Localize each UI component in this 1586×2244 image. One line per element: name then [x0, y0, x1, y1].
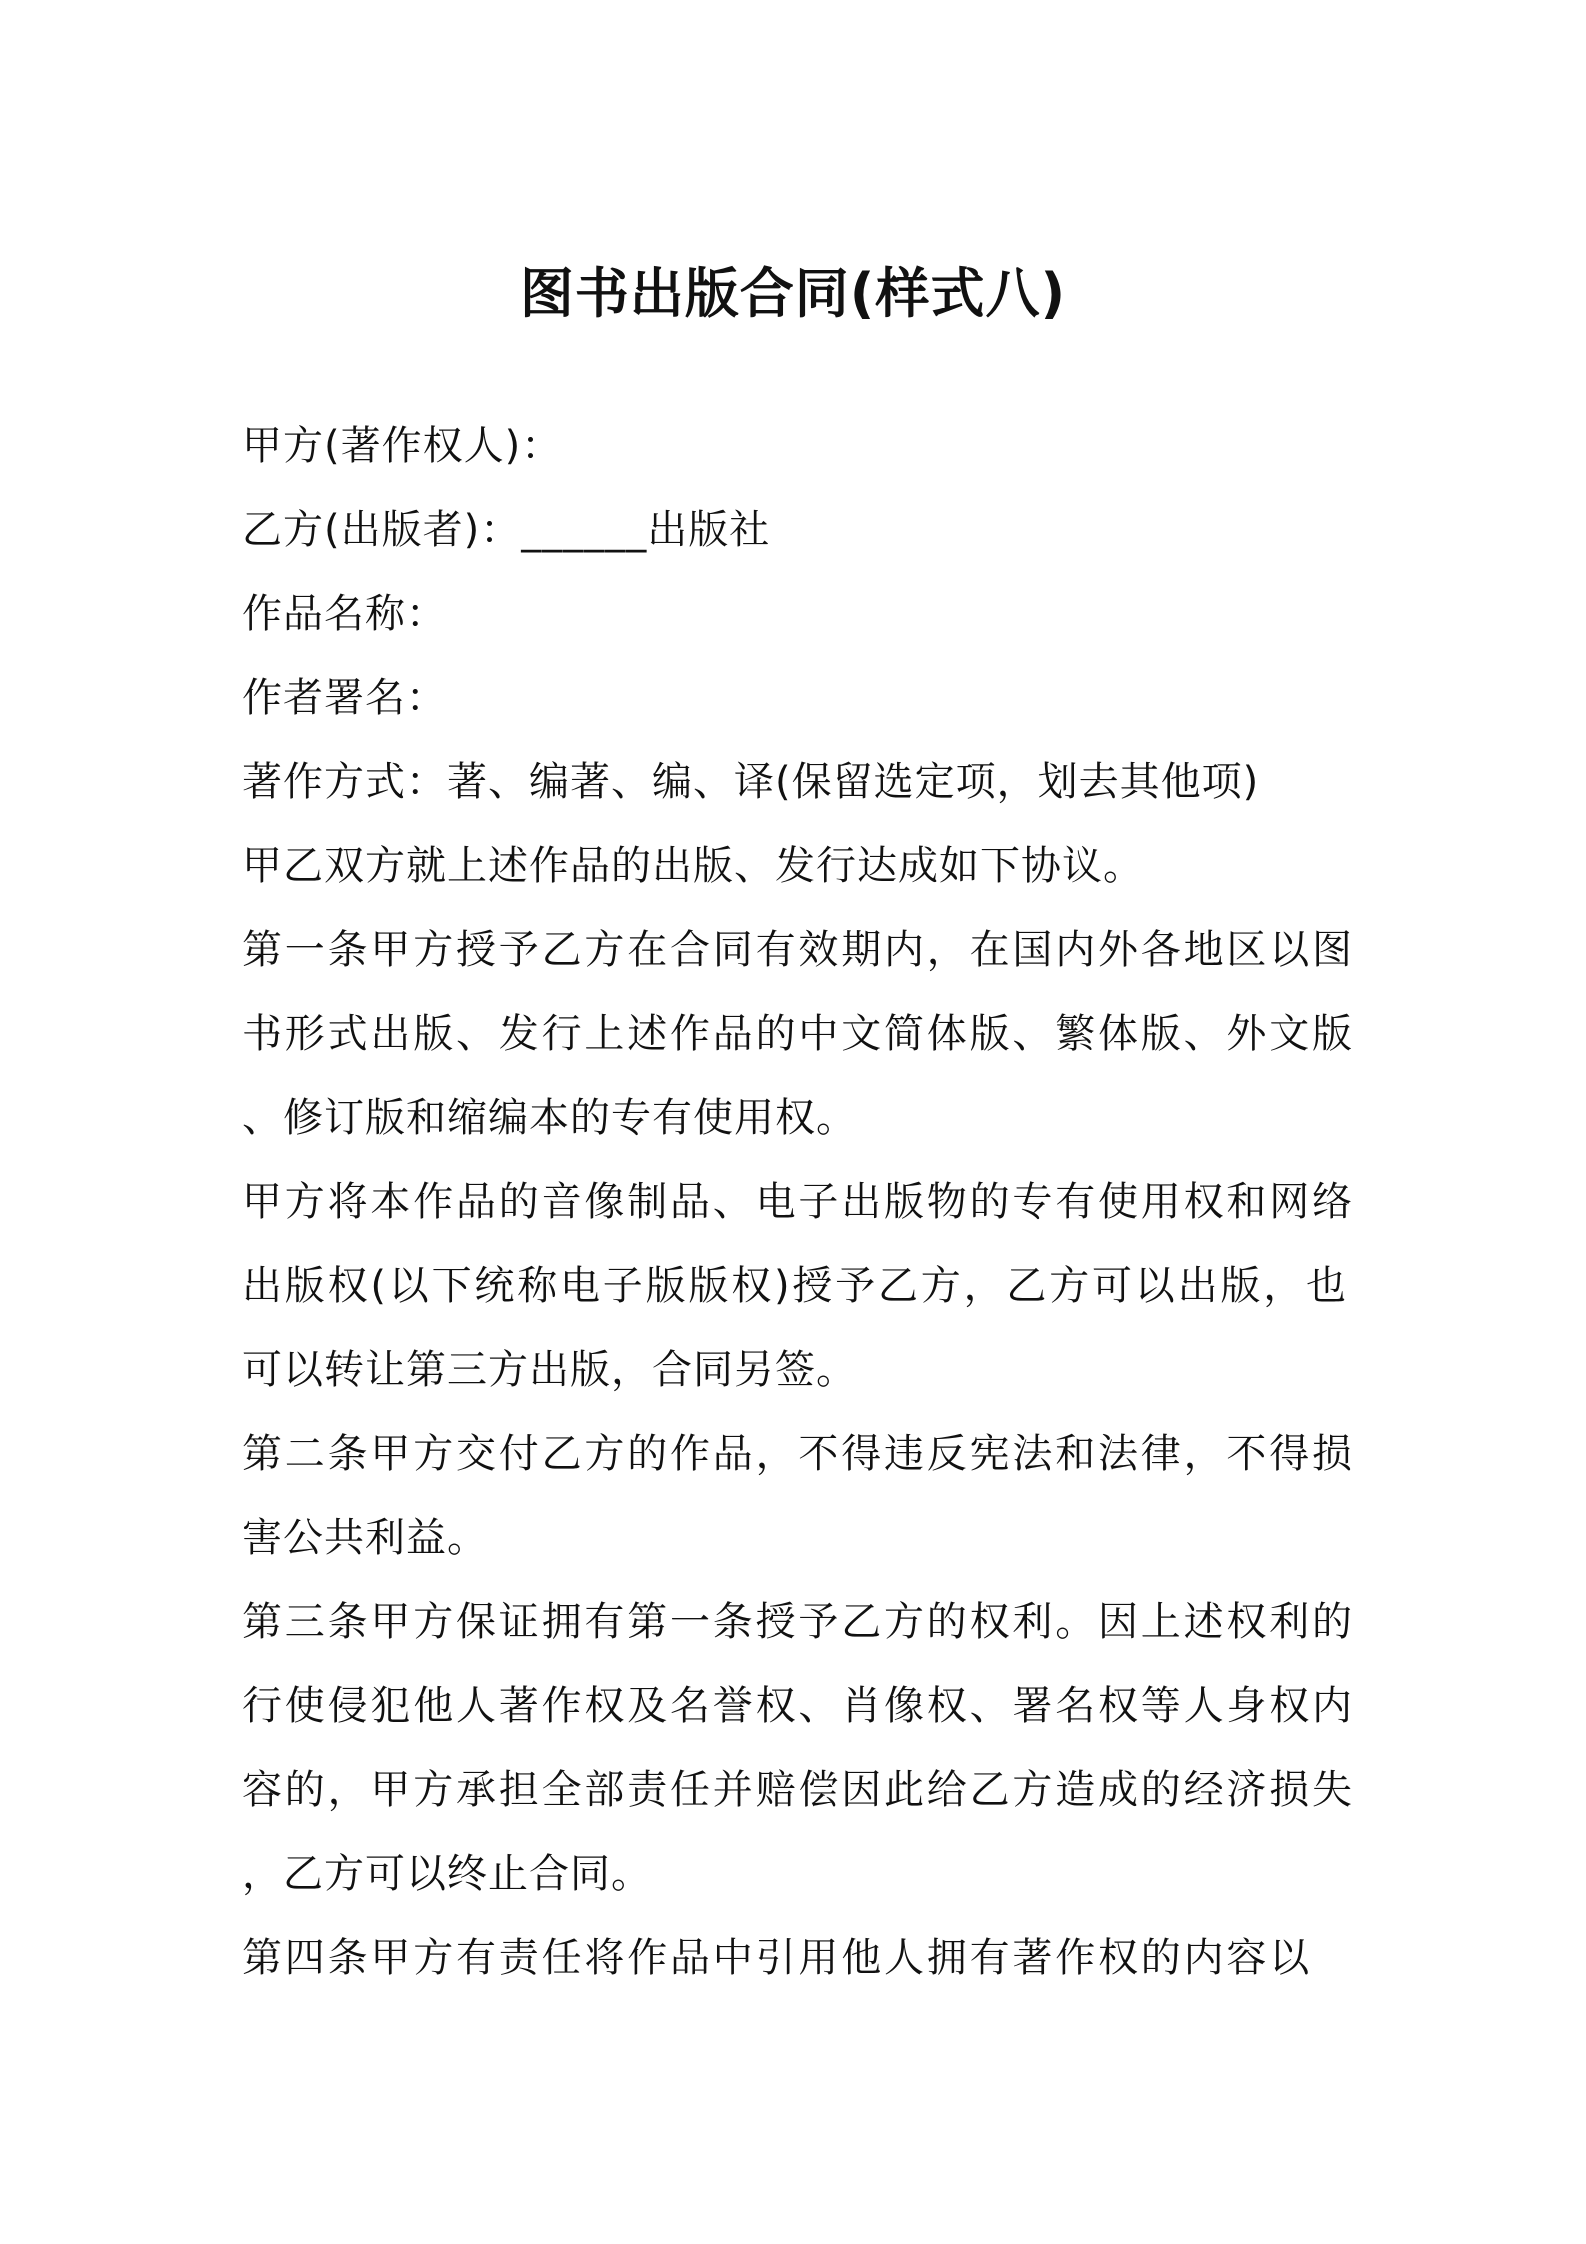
clause-3-line-3: 容的，甲方承担全部责任并赔偿因此给乙方造成的经济损失	[242, 1767, 1355, 1813]
contract-body	[242, 404, 1360, 2000]
party-b-line: 乙方(出版者)：______出版社	[242, 507, 771, 553]
clause-3-line-2: 行使侵犯他人著作权及名誉权、肖像权、署名权等人身权内	[242, 1683, 1355, 1729]
party-a-line: 甲方(著作权人)：	[242, 423, 563, 469]
clause-2-line-2: 害公共利益。	[242, 1515, 488, 1561]
agreement-intro-line: 甲乙双方就上述作品的出版、发行达成如下协议。	[242, 843, 1144, 889]
clause-3-line-1: 第三条甲方保证拥有第一条授予乙方的权利。因上述权利的	[242, 1599, 1355, 1645]
electronic-rights-line-3: 可以转让第三方出版，合同另签。	[242, 1347, 857, 1393]
clause-4-line-1: 第四条甲方有责任将作品中引用他人拥有著作权的内容以	[242, 1935, 1312, 1981]
author-signature-line: 作者署名：	[242, 675, 447, 721]
electronic-rights-line-2: 出版权(以下统称电子版版权)授予乙方，乙方可以出版，也	[242, 1263, 1349, 1309]
clause-2-line-1: 第二条甲方交付乙方的作品，不得违反宪法和法律，不得损	[242, 1431, 1355, 1477]
electronic-rights-line-1: 甲方将本作品的音像制品、电子出版物的专有使用权和网络	[242, 1179, 1355, 1225]
document-title: 图书出版合同(样式八)	[519, 262, 1067, 325]
clause-1-line-3: 、修订版和缩编本的专有使用权。	[242, 1095, 857, 1141]
work-title-line: 作品名称：	[242, 591, 447, 637]
clause-1-line-1: 第一条甲方授予乙方在合同有效期内，在国内外各地区以图	[242, 927, 1355, 973]
authorship-mode-line: 著作方式：著、编著、编、译(保留选定项，划去其他项)	[242, 759, 1260, 805]
clause-3-line-4: ，乙方可以终止合同。	[242, 1851, 652, 1897]
clause-1-line-2: 书形式出版、发行上述作品的中文简体版、繁体版、外文版	[242, 1011, 1355, 1057]
